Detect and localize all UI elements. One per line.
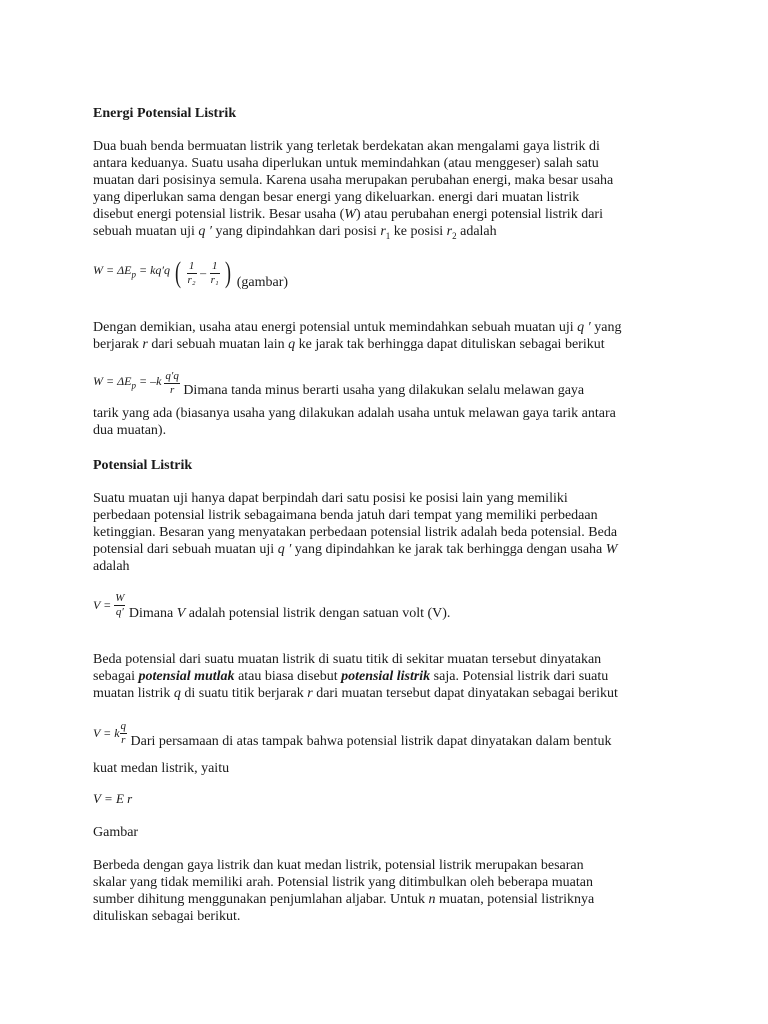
text-line: sumber dihitung menggunakan penjumlahan aljabar. Untuk n muatan, potensial listriknya (93, 892, 595, 907)
formula-line: V = k $\frac{q}{r}$ Dari persamaan di atas tampak bahwa potensial listrik dapat dinyatakan dalam bentuk (93, 720, 612, 749)
text-line: sebuah muatan uji q ′ yang dipindahkan dari posisi $r_1$ ke posisi $r_2$ adalah (93, 224, 497, 241)
paragraph-absolute-potential (93, 651, 683, 702)
text-line: Berbeda dengan gaya listrik dan kuat medan listrik, potensial listrik merupakan besaran (93, 858, 584, 873)
text-line: muatan listrik q di suatu titik berjarak r dari muatan tersebut dapat dinyatakan sebagai berikut (93, 686, 618, 701)
text-line: yang diperlukan sama dengan besar energi yang dikeluarkan. energi dari muatan listrik (93, 190, 580, 205)
text-line: adalah (93, 559, 130, 574)
text-line: sebagai potensial mutlak atau biasa disebut potensial listrik saja. Potensial listrik dari suatu (93, 669, 609, 684)
formula-potential: V = $\frac{W}{q'}$ Dimana V adalah potensial listrik dengan satuan volt (V). (93, 592, 451, 621)
text-line: disebut energi potensial listrik. Besar usaha (W) atau perubahan energi potensial listrik dari (93, 207, 603, 222)
text-line: dituliskan sebagai berikut. (93, 909, 241, 924)
formula-point-potential (93, 720, 683, 777)
paragraph-scalar-potential (93, 857, 683, 925)
heading-potensial-listrik: Potensial Listrik (93, 458, 193, 473)
text-line: Dengan demikian, usaha atau energi potensial untuk memindahkan sebuah muatan uji q ′ yang (93, 320, 622, 335)
text-line: Beda potensial dari suatu muatan listrik di suatu titik di sekitar muatan tersebut dinyatakan (93, 652, 602, 667)
paragraph-intro (93, 138, 683, 245)
paragraph-potential-difference (93, 490, 683, 575)
text-line: perbedaan potensial listrik sebagaimana benda jatuh dari tempat yang memiliki perbedaan (93, 508, 598, 523)
text-line: potensial dari sebuah muatan uji q ′ yang dipindahkan ke jarak tak berhingga dengan usaha W (93, 542, 618, 557)
formula-energy-difference: $W = \Delta E_p = kq'q$ ( $\frac{1}{\text{r₂}}$ – $\frac{1}{\text{r₁}}$ ) (gambar) (93, 256, 289, 291)
paragraph-work-infinity (93, 319, 683, 353)
text-line: antara keduanya. Suatu usaha diperlukan untuk memindahkan (atau menggeser) salah satu (93, 156, 599, 171)
text-line: berjarak r dari sebuah muatan lain q ke jarak tak berhingga dapat dituliskan sebagai berikut (93, 337, 605, 352)
text-line: muatan dari posisinya semula. Karena usaha merupakan perubahan energi, maka besar usaha (93, 173, 614, 188)
text-line: skalar yang tidak memiliki arah. Potensial listrik yang ditimbulkan oleh beberapa muatan (93, 875, 593, 890)
text-line: Dua buah benda bermuatan listrik yang terletak berdekatan akan mengalami gaya listrik di (93, 139, 600, 154)
heading-energi-potensial: Energi Potensial Listrik (93, 106, 237, 121)
text-line: ketinggian. Besaran yang menyatakan perbedaan potensial listrik adalah beda potensial. Beda (93, 525, 618, 540)
formula-field-potential: V = E r (93, 791, 133, 806)
text-line: Suatu muatan uji hanya dapat berpindah dari satu posisi ke posisi lain yang memiliki (93, 491, 568, 506)
formula-line: $W = \Delta E_p = -k$ $\frac{q'q}{r}$ Dimana tanda minus berarti usaha yang dilakukan selalu melawan gaya (93, 370, 585, 398)
text-line: kuat medan listrik, yaitu (93, 761, 230, 776)
text-line: tarik yang ada (biasanya usaha yang dilakukan adalah usaha untuk melawan gaya tarik antara (93, 406, 616, 421)
caption-gambar: Gambar (93, 825, 139, 840)
text-line: dua muatan). (93, 423, 167, 438)
formula-caption: (gambar) (236, 275, 289, 291)
formula-work-energy (93, 370, 683, 439)
